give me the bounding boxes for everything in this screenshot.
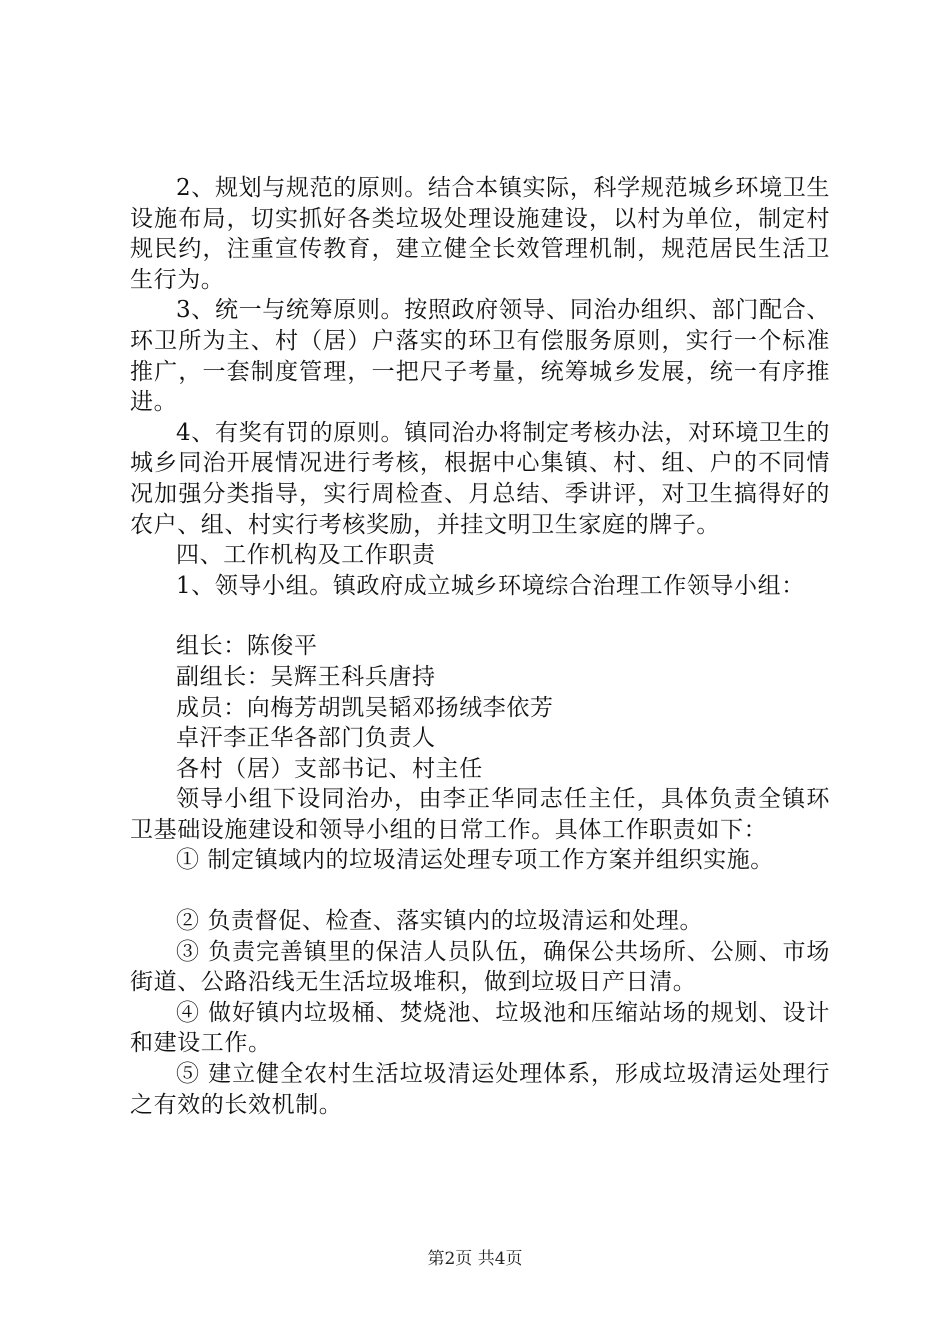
duty-item-1: ① 制定镇域内的垃圾清运处理专项工作方案并组织实施。: [176, 847, 774, 874]
members-line-1: 成员：向梅芳胡凯吴韬邓扬绒李依芳: [176, 694, 554, 721]
document-body: [130, 173, 830, 1120]
page-number-footer: 第2页 共4页: [427, 1249, 523, 1269]
principle-paragraph-4: 4、有奖有罚的原则。镇同治办将制定考核办法，对环境卫生的城乡同治开展情况进行考核，根据中心集镇、村、组、户的不同情况加强分类指导，实行周检查、月总结、季讲评，对卫生搞得好的农户、组、村实行考核奖励，并挂文明卫生家庭的牌子。: [130, 419, 830, 538]
members-line-3: 各村（居）支部书记、村主任: [176, 755, 483, 782]
duty-item-4: ④ 做好镇内垃圾桶、焚烧池、垃圾池和压缩站场的规划、设计和建设工作。: [130, 999, 830, 1057]
section-heading: 四、工作机构及工作职责: [176, 542, 436, 569]
duty-item-5: ⑤ 建立健全农村生活垃圾清运处理体系，形成垃圾清运处理行之有效的长效机制。: [130, 1061, 830, 1118]
members-line-2: 卓汗李正华各部门负责人: [176, 725, 436, 752]
duty-item-2: ② 负责督促、检查、落实镇内的垃圾清运和处理。: [176, 908, 704, 935]
leading-group-paragraph: 1、领导小组。镇政府成立城乡环境综合治理工作领导小组：: [176, 572, 805, 599]
blank-line: [130, 876, 830, 906]
principle-paragraph-2: 2、规划与规范的原则。结合本镇实际，科学规范城乡环境卫生设施布局，切实抓好各类垃圾处理设施建设，以村为单位，制定村规民约，注重宣传教育，建立健全长效管理机制，规范居民生活卫生行为。: [130, 175, 830, 293]
principle-paragraph-3: 3、统一与统筹原则。按照政府领导、同治办组织、部门配合、环卫所为主、村（居）户落实的环卫有偿服务原则，实行一个标准推广，一套制度管理，一把尺子考量，统筹城乡发展，统一有序推进。: [130, 297, 830, 416]
duty-item-3: ③ 负责完善镇里的保洁人员队伍，确保公共场所、公厕、市场街道、公路沿线无生活垃圾堆积，做到垃圾日产日清。: [130, 938, 830, 996]
office-paragraph: 领导小组下设同治办，由李正华同志任主任，具体负责全镇环卫基础设施建设和领导小组的日常工作。具体工作职责如下：: [130, 786, 830, 843]
group-leader-line: 组长：陈俊平: [176, 633, 318, 660]
deputy-leader-line: 副组长：吴辉王科兵唐持: [176, 663, 436, 690]
blank-line: [130, 601, 830, 631]
